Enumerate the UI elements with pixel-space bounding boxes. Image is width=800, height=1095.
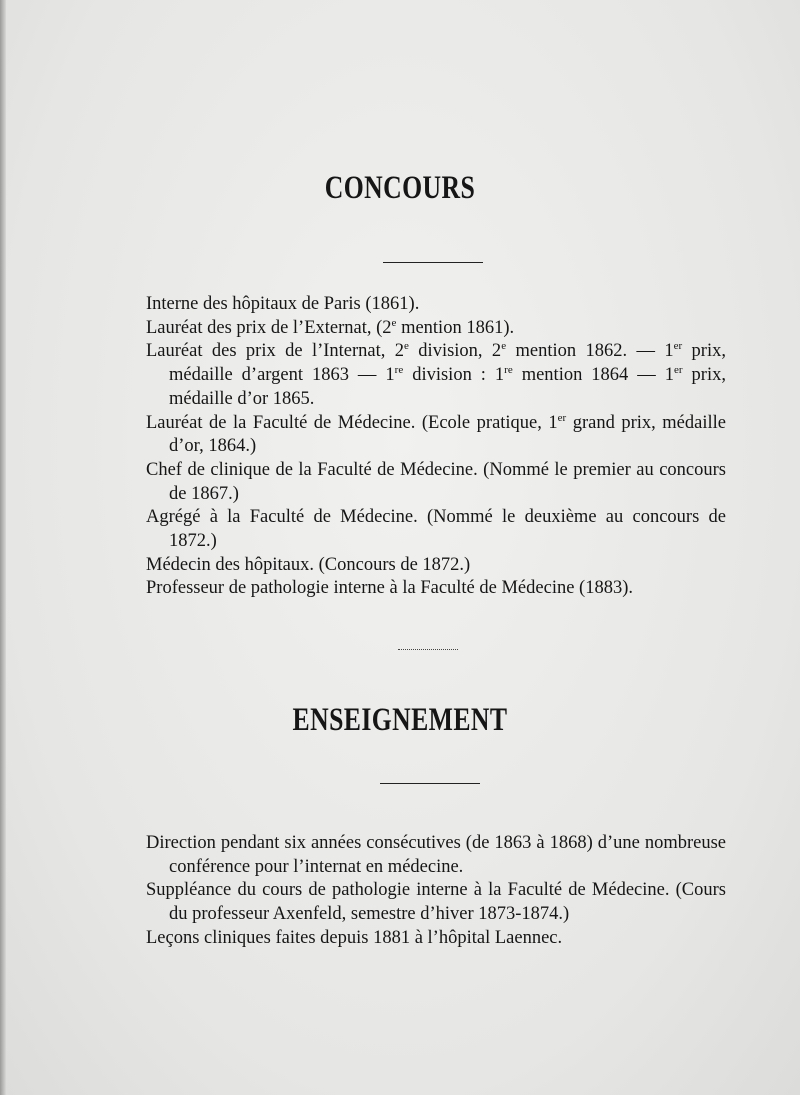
title-rule-concours <box>383 262 483 263</box>
enseignement-entry: Suppléance du cours de pathologie interne à la Faculté de Médecine. (Cours du professeur Axenfeld, semestre d’hiver 1873-1874.) <box>146 880 726 925</box>
page-edge-shadow <box>0 0 6 1095</box>
concours-entry: Lauréat des prix de l’Internat, 2e division, 2e mention 1862. — 1er prix, médaille d’argent 1863 — 1re division : 1re mention 1864 — 1er prix, médaille d’or 1865. <box>146 340 726 409</box>
enseignement-list <box>146 832 726 951</box>
concours-entry: Chef de clinique de la Faculté de Médecine. (Nommé le premier au concours de 1867.) <box>146 459 726 504</box>
concours-entry: Lauréat de la Faculté de Médecine. (Ecole pratique, 1er grand prix, médaille d’or, 1864.) <box>146 411 726 457</box>
section-title-concours: CONCOURS <box>324 170 476 206</box>
concours-entry: Interne des hôpitaux de Paris (1861). <box>146 294 420 314</box>
enseignement-entry: Leçons cliniques faites depuis 1881 à l’hôpital Laennec. <box>146 927 563 948</box>
concours-list <box>146 293 726 601</box>
concours-entry: Agrégé à la Faculté de Médecine. (Nommé le deuxième au concours de 1872.) <box>146 507 726 552</box>
enseignement-entry: Direction pendant six années consécutives (de 1863 à 1868) d’une nombreuse conférence pour l’internat en médecine. <box>146 833 726 877</box>
concours-entry: Professeur de pathologie interne à la Faculté de Médecine (1883). <box>146 578 633 599</box>
title-rule-enseignement <box>380 783 480 784</box>
divider-ornament <box>398 649 458 654</box>
concours-entry: Lauréat des prix de l’Externat, (2e mention 1861). <box>146 316 515 338</box>
section-title-enseignement: ENSEIGNEMENT <box>292 702 508 738</box>
concours-entry: Médecin des hôpitaux. (Concours de 1872.) <box>146 554 471 575</box>
